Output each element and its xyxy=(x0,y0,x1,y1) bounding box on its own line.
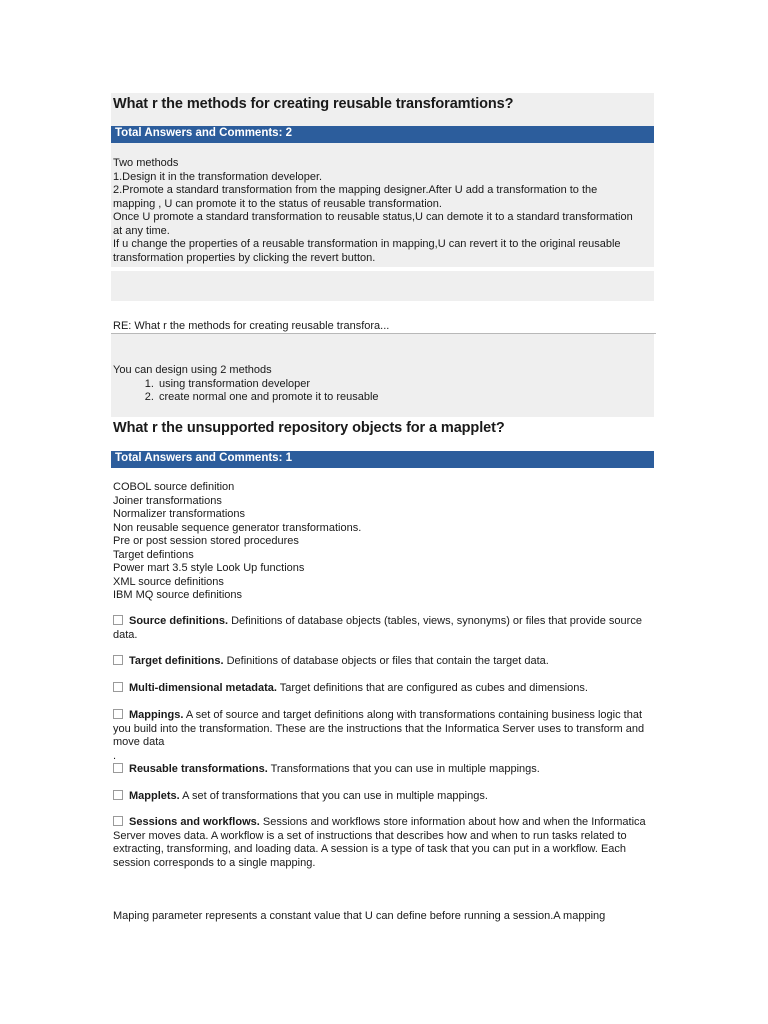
definition-text: Definitions of database objects (tables, views, synonyms) or files that provide source data. xyxy=(113,615,642,641)
definition-item xyxy=(113,655,658,669)
definition-term: Mapplets. xyxy=(129,790,180,802)
answers-bar-2 xyxy=(111,451,654,468)
definition-term: Target definitions. xyxy=(129,655,224,667)
answer-line: COBOL source definition xyxy=(113,481,235,493)
definition-item xyxy=(113,709,658,750)
answers-bar-1 xyxy=(111,126,654,143)
methods-list xyxy=(113,378,658,405)
dot-line: . xyxy=(113,750,117,762)
answer-line: Non reusable sequence generator transformations. xyxy=(113,521,362,534)
answer-line: Normalizer transformations xyxy=(113,508,246,520)
definition-text: Target definitions that are configured as cubes and dimensions. xyxy=(276,682,588,694)
answer-line: Two methods xyxy=(113,157,179,169)
comment-intro: You can design using 2 methods xyxy=(113,364,272,376)
answer-line: 1.Design it in the transformation developer. xyxy=(113,170,323,183)
question-title-2: What r the unsupported repository objects for a mapplet? xyxy=(113,420,505,436)
definition-item xyxy=(113,790,658,804)
answer-line: at any time. xyxy=(113,224,170,237)
definition-item xyxy=(113,682,658,696)
definition-text: Sessions and workflows store information about how and when the Informatica Server moves data. A workflow is a set of instructions that describes how and when to run tasks related to extracting, transforming, and loading data. A session is a type of task that you can put in a workflow. Each session corresponds to a single mapping. xyxy=(113,816,646,869)
reply-title[interactable]: RE: What r the methods for creating reusable transfora... xyxy=(113,320,390,332)
definition-term: Reusable transformations. xyxy=(129,763,268,775)
checkbox-icon xyxy=(113,682,123,692)
answer-body-1 xyxy=(113,157,658,265)
comment-body xyxy=(113,364,658,405)
list-item: 1. using transformation developer xyxy=(157,378,658,392)
checkbox-icon xyxy=(113,655,123,665)
definition-term: Sessions and workflows. xyxy=(129,816,260,828)
answers-count-label-1: Total Answers and Comments: 2 xyxy=(115,127,293,139)
definition-text: Definitions of database objects or files that contain the target data. xyxy=(223,655,549,667)
answer-body-2 xyxy=(113,481,658,603)
footer-paragraph: Maping parameter represents a constant value that U can define before running a session.A mapping xyxy=(113,910,606,922)
definition-text: A set of transformations that you can use in multiple mappings. xyxy=(179,790,488,802)
checkbox-icon xyxy=(113,709,123,719)
definition-item xyxy=(113,816,658,870)
answer-line: mapping , U can promote it to the status of reusable transformation. xyxy=(113,197,442,210)
checkbox-icon xyxy=(113,763,123,773)
definition-item xyxy=(113,763,658,777)
definition-text: Transformations that you can use in multiple mappings. xyxy=(267,763,540,775)
question-title-1: What r the methods for creating reusable transforamtions? xyxy=(113,96,514,112)
checkbox-icon xyxy=(113,790,123,800)
answers-count-label-2: Total Answers and Comments: 1 xyxy=(115,452,293,464)
reply-title-row xyxy=(111,319,656,334)
checkbox-icon xyxy=(113,816,123,826)
definition-text: A set of source and target definitions along with transformations containing business logic that you build into the transformation. These are the instructions that the Informatica Server uses to transform and move data xyxy=(113,709,645,748)
definition-term: Source definitions. xyxy=(129,615,229,627)
answer-line: Pre or post session stored procedures xyxy=(113,535,299,547)
answer-line: IBM MQ source definitions xyxy=(113,589,242,601)
definition-term: Mappings. xyxy=(129,709,184,721)
spacer-panel xyxy=(111,271,654,301)
answer-line: XML source definitions xyxy=(113,575,224,588)
answer-line: Once U promote a standard transformation to reusable status,U can demote it to a standard transformation xyxy=(113,211,633,223)
list-item: 2. create normal one and promote it to reusable xyxy=(157,391,658,405)
answer-line: 2.Promote a standard transformation from the mapping designer.After U add a transformation to the xyxy=(113,184,598,196)
definition-item xyxy=(113,615,658,642)
answer-line: transformation properties by clicking the revert button. xyxy=(113,251,376,264)
answer-line: If u change the properties of a reusable transformation in mapping,U can revert it to the original reusable xyxy=(113,238,621,250)
answer-line: Joiner transformations xyxy=(113,494,222,507)
definition-term: Multi-dimensional metadata. xyxy=(129,682,277,694)
answer-line: Power mart 3.5 style Look Up functions xyxy=(113,562,305,574)
checkbox-icon xyxy=(113,615,123,625)
answer-line: Target defintions xyxy=(113,548,194,561)
